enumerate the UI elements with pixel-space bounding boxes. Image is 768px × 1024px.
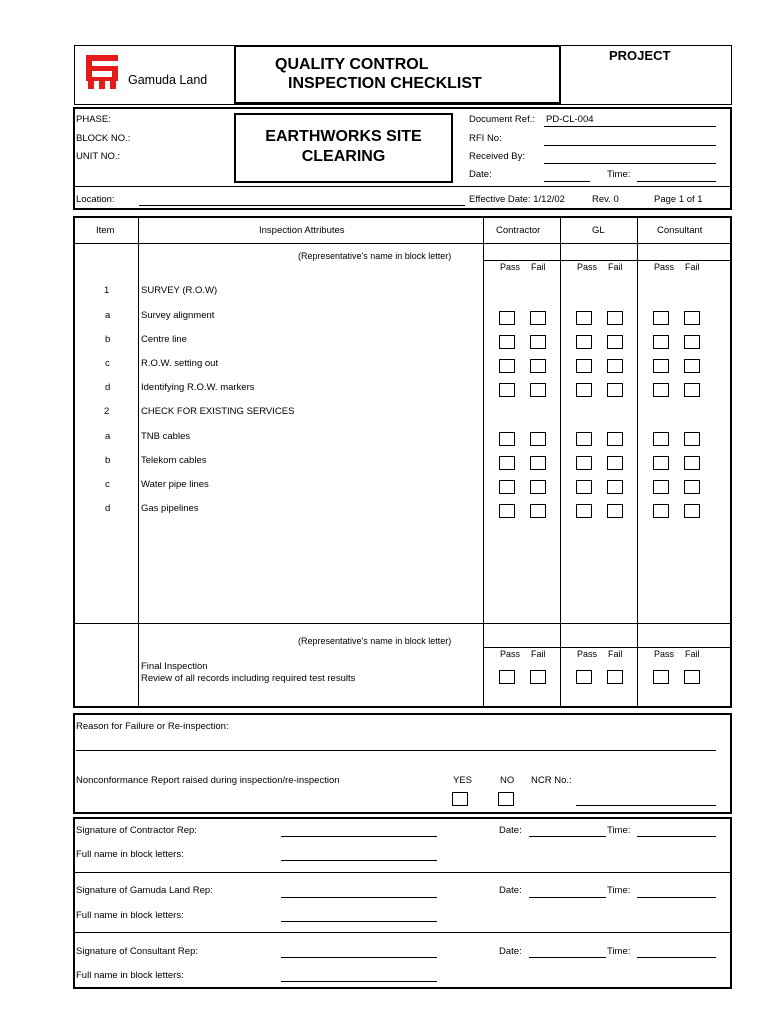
final-contractor-fail-checkbox[interactable] (530, 670, 546, 684)
gl-pass-checkbox[interactable] (576, 359, 592, 373)
contractor-fail-checkbox[interactable] (530, 383, 546, 397)
row-item: 1 (104, 285, 110, 296)
revision: Rev. 0 (592, 194, 619, 205)
table-final-divider (74, 623, 731, 624)
consultant-fail-checkbox[interactable] (684, 504, 700, 518)
gamuda-date-label: Date: (499, 885, 522, 896)
unit-no-label: UNIT NO.: (76, 151, 121, 162)
col-consultant-header: Consultant (657, 225, 703, 236)
ncr-no-checkbox[interactable] (498, 792, 514, 806)
page-number: Page 1 of 1 (654, 194, 703, 205)
row-text: Telekom cables (141, 455, 207, 466)
contractor-pass-checkbox[interactable] (499, 456, 515, 470)
document-ref-label: Document Ref.: (469, 114, 535, 125)
doc-title-line2: CLEARING (301, 148, 386, 165)
contractor-pass-checkbox[interactable] (499, 359, 515, 373)
time-label: Time: (607, 169, 631, 180)
col-divider-attr (483, 217, 484, 707)
contractor-fail-checkbox[interactable] (530, 480, 546, 494)
contractor-pass-checkbox[interactable] (499, 480, 515, 494)
consultant-fullname-line[interactable] (281, 981, 437, 982)
consultant-fail-checkbox[interactable] (684, 335, 700, 349)
gamuda-date-line[interactable] (529, 897, 606, 898)
received-by-line[interactable] (544, 163, 716, 164)
row-item: a (105, 431, 111, 442)
contractor-pass-checkbox[interactable] (499, 432, 515, 446)
ncr-yes-checkbox[interactable] (452, 792, 468, 806)
contractor-pass-checkbox[interactable] (499, 335, 515, 349)
consultant-pass-checkbox[interactable] (653, 383, 669, 397)
consultant-time-label: Time: (607, 946, 631, 957)
row-item: a (105, 310, 111, 321)
final-gl-pass-checkbox[interactable] (576, 670, 592, 684)
final-gl-fail-checkbox[interactable] (607, 670, 623, 684)
yes-label: YES (453, 775, 473, 786)
pass-header: Pass (654, 649, 675, 659)
row-item: b (105, 455, 111, 466)
row-item: 2 (104, 406, 110, 417)
location-line[interactable] (139, 205, 465, 206)
col-divider-item (138, 217, 139, 707)
consultant-pass-checkbox[interactable] (653, 311, 669, 325)
consultant-date-label: Date: (499, 946, 522, 957)
pass-fail-divider-final (484, 647, 731, 648)
consultant-pass-checkbox[interactable] (653, 359, 669, 373)
consultant-fail-checkbox[interactable] (684, 480, 700, 494)
row-text: TNB cables (141, 431, 191, 442)
pass-header: Pass (577, 649, 598, 659)
contractor-pass-checkbox[interactable] (499, 383, 515, 397)
final-consultant-fail-checkbox[interactable] (684, 670, 700, 684)
pass-header: Pass (500, 262, 521, 272)
gamuda-logo-icon (86, 55, 118, 89)
contractor-fail-checkbox[interactable] (530, 504, 546, 518)
contractor-fullname-line[interactable] (281, 860, 437, 861)
ncr-no-label: NCR No.: (531, 775, 572, 786)
document-ref-value: PD-CL-004 (546, 114, 594, 125)
consultant-pass-checkbox[interactable] (653, 504, 669, 518)
document-ref-line (544, 126, 716, 127)
gamuda-fullname-label: Full name in block letters: (76, 910, 184, 921)
ncr-text: Nonconformance Report raised during inspection/re-inspection (76, 775, 340, 786)
ncr-no-line[interactable] (576, 805, 716, 806)
table-header-divider (74, 243, 731, 244)
contractor-fullname-label: Full name in block letters: (76, 849, 184, 860)
pass-fail-divider-top (484, 260, 731, 261)
consultant-pass-checkbox[interactable] (653, 335, 669, 349)
brand-name: Gamuda Land (128, 73, 208, 87)
consultant-fail-checkbox[interactable] (684, 383, 700, 397)
consultant-fullname-label: Full name in block letters: (76, 970, 184, 981)
contractor-pass-checkbox[interactable] (499, 311, 515, 325)
final-contractor-pass-checkbox[interactable] (499, 670, 515, 684)
time-line[interactable] (637, 181, 716, 182)
project-label: PROJECT (609, 48, 671, 63)
consultant-signature-line[interactable] (281, 957, 437, 958)
contractor-pass-checkbox[interactable] (499, 504, 515, 518)
date-label: Date: (469, 169, 492, 180)
gl-pass-checkbox[interactable] (576, 432, 592, 446)
location-label: Location: (76, 194, 115, 205)
received-by-label: Received By: (469, 151, 525, 162)
final-rep-note: (Representative's name in block letter) (298, 636, 452, 646)
rep-note: (Representative's name in block letter) (298, 251, 452, 261)
signature-divider (74, 932, 731, 933)
gl-pass-checkbox[interactable] (576, 383, 592, 397)
row-text: SURVEY (R.O.W) (141, 285, 218, 296)
gl-pass-checkbox[interactable] (576, 311, 592, 325)
contractor-fail-checkbox[interactable] (530, 335, 546, 349)
col-attr-header: Inspection Attributes (259, 225, 345, 236)
consultant-signature-label: Signature of Consultant Rep: (76, 946, 198, 957)
pass-header: Pass (654, 262, 675, 272)
gl-pass-checkbox[interactable] (576, 335, 592, 349)
gamuda-fullname-line[interactable] (281, 921, 437, 922)
phase-label: PHASE: (76, 114, 111, 125)
rfi-no-label: RFI No: (469, 133, 502, 144)
gl-pass-checkbox[interactable] (576, 504, 592, 518)
consultant-fail-checkbox[interactable] (684, 311, 700, 325)
row-item: c (105, 358, 110, 369)
final-consultant-pass-checkbox[interactable] (653, 670, 669, 684)
consultant-pass-checkbox[interactable] (653, 432, 669, 446)
row-text: Identifying R.O.W. markers (141, 382, 255, 393)
col-divider-contractor (560, 217, 561, 707)
gl-fail-checkbox[interactable] (607, 504, 623, 518)
contractor-fail-checkbox[interactable] (530, 432, 546, 446)
gl-pass-checkbox[interactable] (576, 480, 592, 494)
fail-header: Fail (685, 262, 700, 272)
col-divider-gl (637, 217, 638, 707)
reason-line[interactable] (76, 750, 716, 751)
contractor-time-line[interactable] (637, 836, 716, 837)
row-text: Gas pipelines (141, 503, 199, 514)
title-line1: QUALITY CONTROL (275, 56, 429, 73)
row-text: Survey alignment (141, 310, 215, 321)
fail-header: Fail (608, 649, 623, 659)
fail-header: Fail (531, 262, 546, 272)
block-no-label: BLOCK NO.: (76, 133, 131, 144)
row-text: Centre line (141, 334, 187, 345)
fail-header: Fail (531, 649, 546, 659)
signature-frame (73, 817, 732, 989)
row-item: d (105, 382, 111, 393)
gl-fail-checkbox[interactable] (607, 335, 623, 349)
gamuda-logo (86, 55, 118, 89)
contractor-fail-checkbox[interactable] (530, 456, 546, 470)
reason-label: Reason for Failure or Re-inspection: (76, 721, 229, 732)
row-text: CHECK FOR EXISTING SERVICES (141, 406, 295, 417)
no-label: NO (500, 775, 515, 786)
gamuda-signature-line[interactable] (281, 897, 437, 898)
doc-title-line1: EARTHWORKS SITE (265, 128, 422, 145)
gl-pass-checkbox[interactable] (576, 456, 592, 470)
pass-header: Pass (577, 262, 598, 272)
consultant-fail-checkbox[interactable] (684, 456, 700, 470)
consultant-pass-checkbox[interactable] (653, 480, 669, 494)
consultant-fail-checkbox[interactable] (684, 359, 700, 373)
gl-fail-checkbox[interactable] (607, 480, 623, 494)
contractor-date-label: Date: (499, 825, 522, 836)
gamuda-signature-label: Signature of Gamuda Land Rep: (76, 885, 213, 896)
contractor-signature-line[interactable] (281, 836, 437, 837)
gl-fail-checkbox[interactable] (607, 432, 623, 446)
rfi-no-line[interactable] (544, 145, 716, 146)
final-inspection-desc: Review of all records including required test results (141, 673, 356, 684)
consultant-time-line[interactable] (637, 957, 716, 958)
title-line2: INSPECTION CHECKLIST (288, 75, 482, 92)
date-line[interactable] (544, 181, 590, 182)
consultant-date-line[interactable] (529, 957, 606, 958)
gl-fail-checkbox[interactable] (607, 311, 623, 325)
contractor-signature-label: Signature of Contractor Rep: (76, 825, 197, 836)
gl-fail-checkbox[interactable] (607, 383, 623, 397)
row-item: b (105, 334, 111, 345)
row-text: R.O.W. setting out (141, 358, 219, 369)
fail-header: Fail (608, 262, 623, 272)
gamuda-time-label: Time: (607, 885, 631, 896)
gamuda-time-line[interactable] (637, 897, 716, 898)
info-divider (74, 186, 731, 187)
gl-fail-checkbox[interactable] (607, 456, 623, 470)
pass-header: Pass (500, 649, 521, 659)
final-inspection-label: Final Inspection (141, 661, 208, 672)
contractor-time-label: Time: (607, 825, 631, 836)
signature-divider (74, 872, 731, 873)
col-contractor-header: Contractor (496, 225, 541, 236)
consultant-pass-checkbox[interactable] (653, 456, 669, 470)
consultant-fail-checkbox[interactable] (684, 432, 700, 446)
contractor-fail-checkbox[interactable] (530, 311, 546, 325)
contractor-fail-checkbox[interactable] (530, 359, 546, 373)
fail-header: Fail (685, 649, 700, 659)
row-item: c (105, 479, 110, 490)
effective-date: Effective Date: 1/12/02 (469, 194, 565, 205)
contractor-date-line[interactable] (529, 836, 606, 837)
col-item-header: Item (96, 225, 115, 236)
col-gl-header: GL (592, 225, 605, 236)
row-text: Water pipe lines (141, 479, 209, 490)
gl-fail-checkbox[interactable] (607, 359, 623, 373)
row-item: d (105, 503, 111, 514)
